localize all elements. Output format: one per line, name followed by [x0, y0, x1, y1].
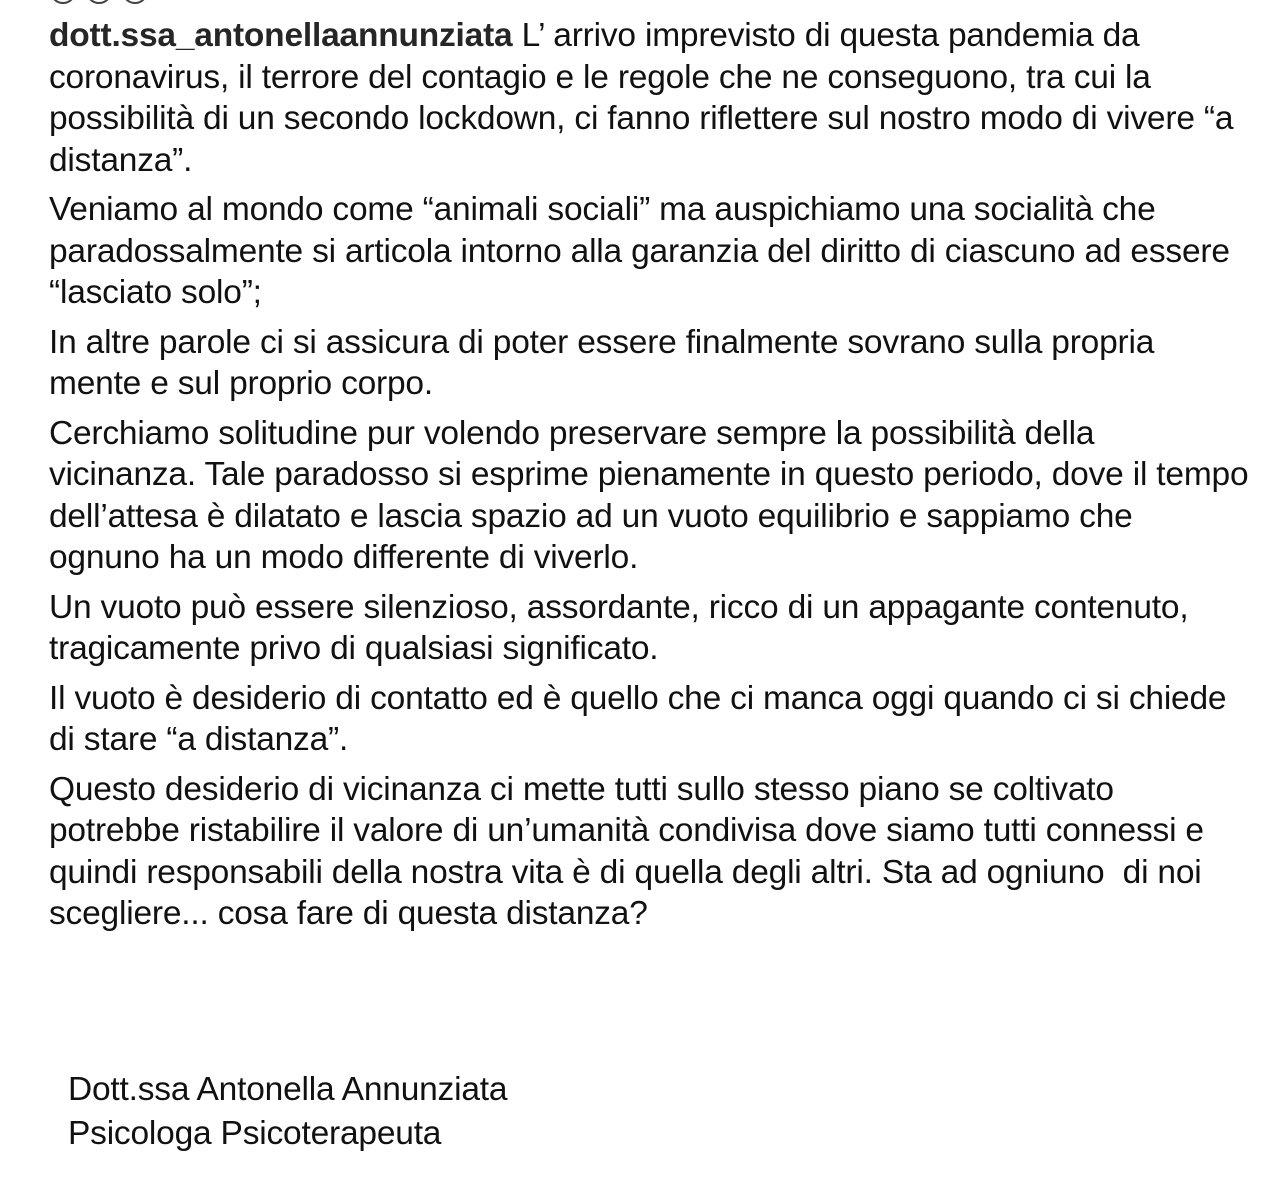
caption-paragraph-2: In altre parole ci si assicura di poter essere finalmente sovrano sulla propria mente e sul proprio corpo. — [49, 323, 1155, 402]
username-link[interactable]: dott.ssa_antonellaannunziata — [49, 17, 513, 54]
caption-paragraph-1: Veniamo al mondo come “animali sociali” ma auspichiamo una socialità che paradossalmente si articola intorno alla garanzia del diritto di ciascuno ad essere “lasciato solo”; — [49, 191, 1230, 311]
signature-title: Psicologa Psicoterapeuta — [68, 1115, 442, 1152]
comment-icon[interactable] — [86, 0, 112, 4]
caption-paragraph-5: Il vuoto è desiderio di contatto ed è quello che ci manca oggi quando ci si chiede di stare “a distanza”. — [49, 679, 1227, 758]
like-icon[interactable] — [50, 0, 76, 4]
share-icon[interactable] — [122, 0, 148, 4]
caption-paragraph-0 — [49, 15, 1249, 181]
post-action-icons — [50, 0, 148, 4]
caption-paragraph-6: Questo desiderio di vicinanza ci mette tutti sullo stesso piano se coltivato potrebbe ristabilire il valore di un’umanità condivisa dove siamo tutti connessi e quindi responsabili della nostra vita è di quella degli altri. Sta ad ogniuno di noi scegliere... cosa fare di questa distanza? — [49, 770, 1213, 932]
signature-block — [68, 1068, 507, 1156]
caption-paragraph-4: Un vuoto può essere silenzioso, assordante, ricco di un appagante contenuto, tragicamente privo di qualsiasi significato. — [49, 588, 1189, 667]
post-caption — [49, 15, 1249, 943]
caption-paragraph-3: Cerchiamo solitudine pur volendo preservare sempre la possibilità della vicinanza. Tale paradosso si esprime pienamente in questo periodo, dove il tempo dell’attesa è dilatato e lascia spazio ad un vuoto equilibrio e sappiamo che ognuno ha un modo differente di viverlo. — [49, 414, 1249, 576]
caption-text: L’ arrivo imprevisto di questa pandemia da coronavirus, il terrore del contagio e le regole che ne conseguono, tra cui la possibilità di un secondo lockdown, ci fanno riflettere sul nostro modo di vivere “a distanza”. — [49, 17, 1234, 179]
signature-name: Dott.ssa Antonella Annunziata — [68, 1071, 508, 1108]
